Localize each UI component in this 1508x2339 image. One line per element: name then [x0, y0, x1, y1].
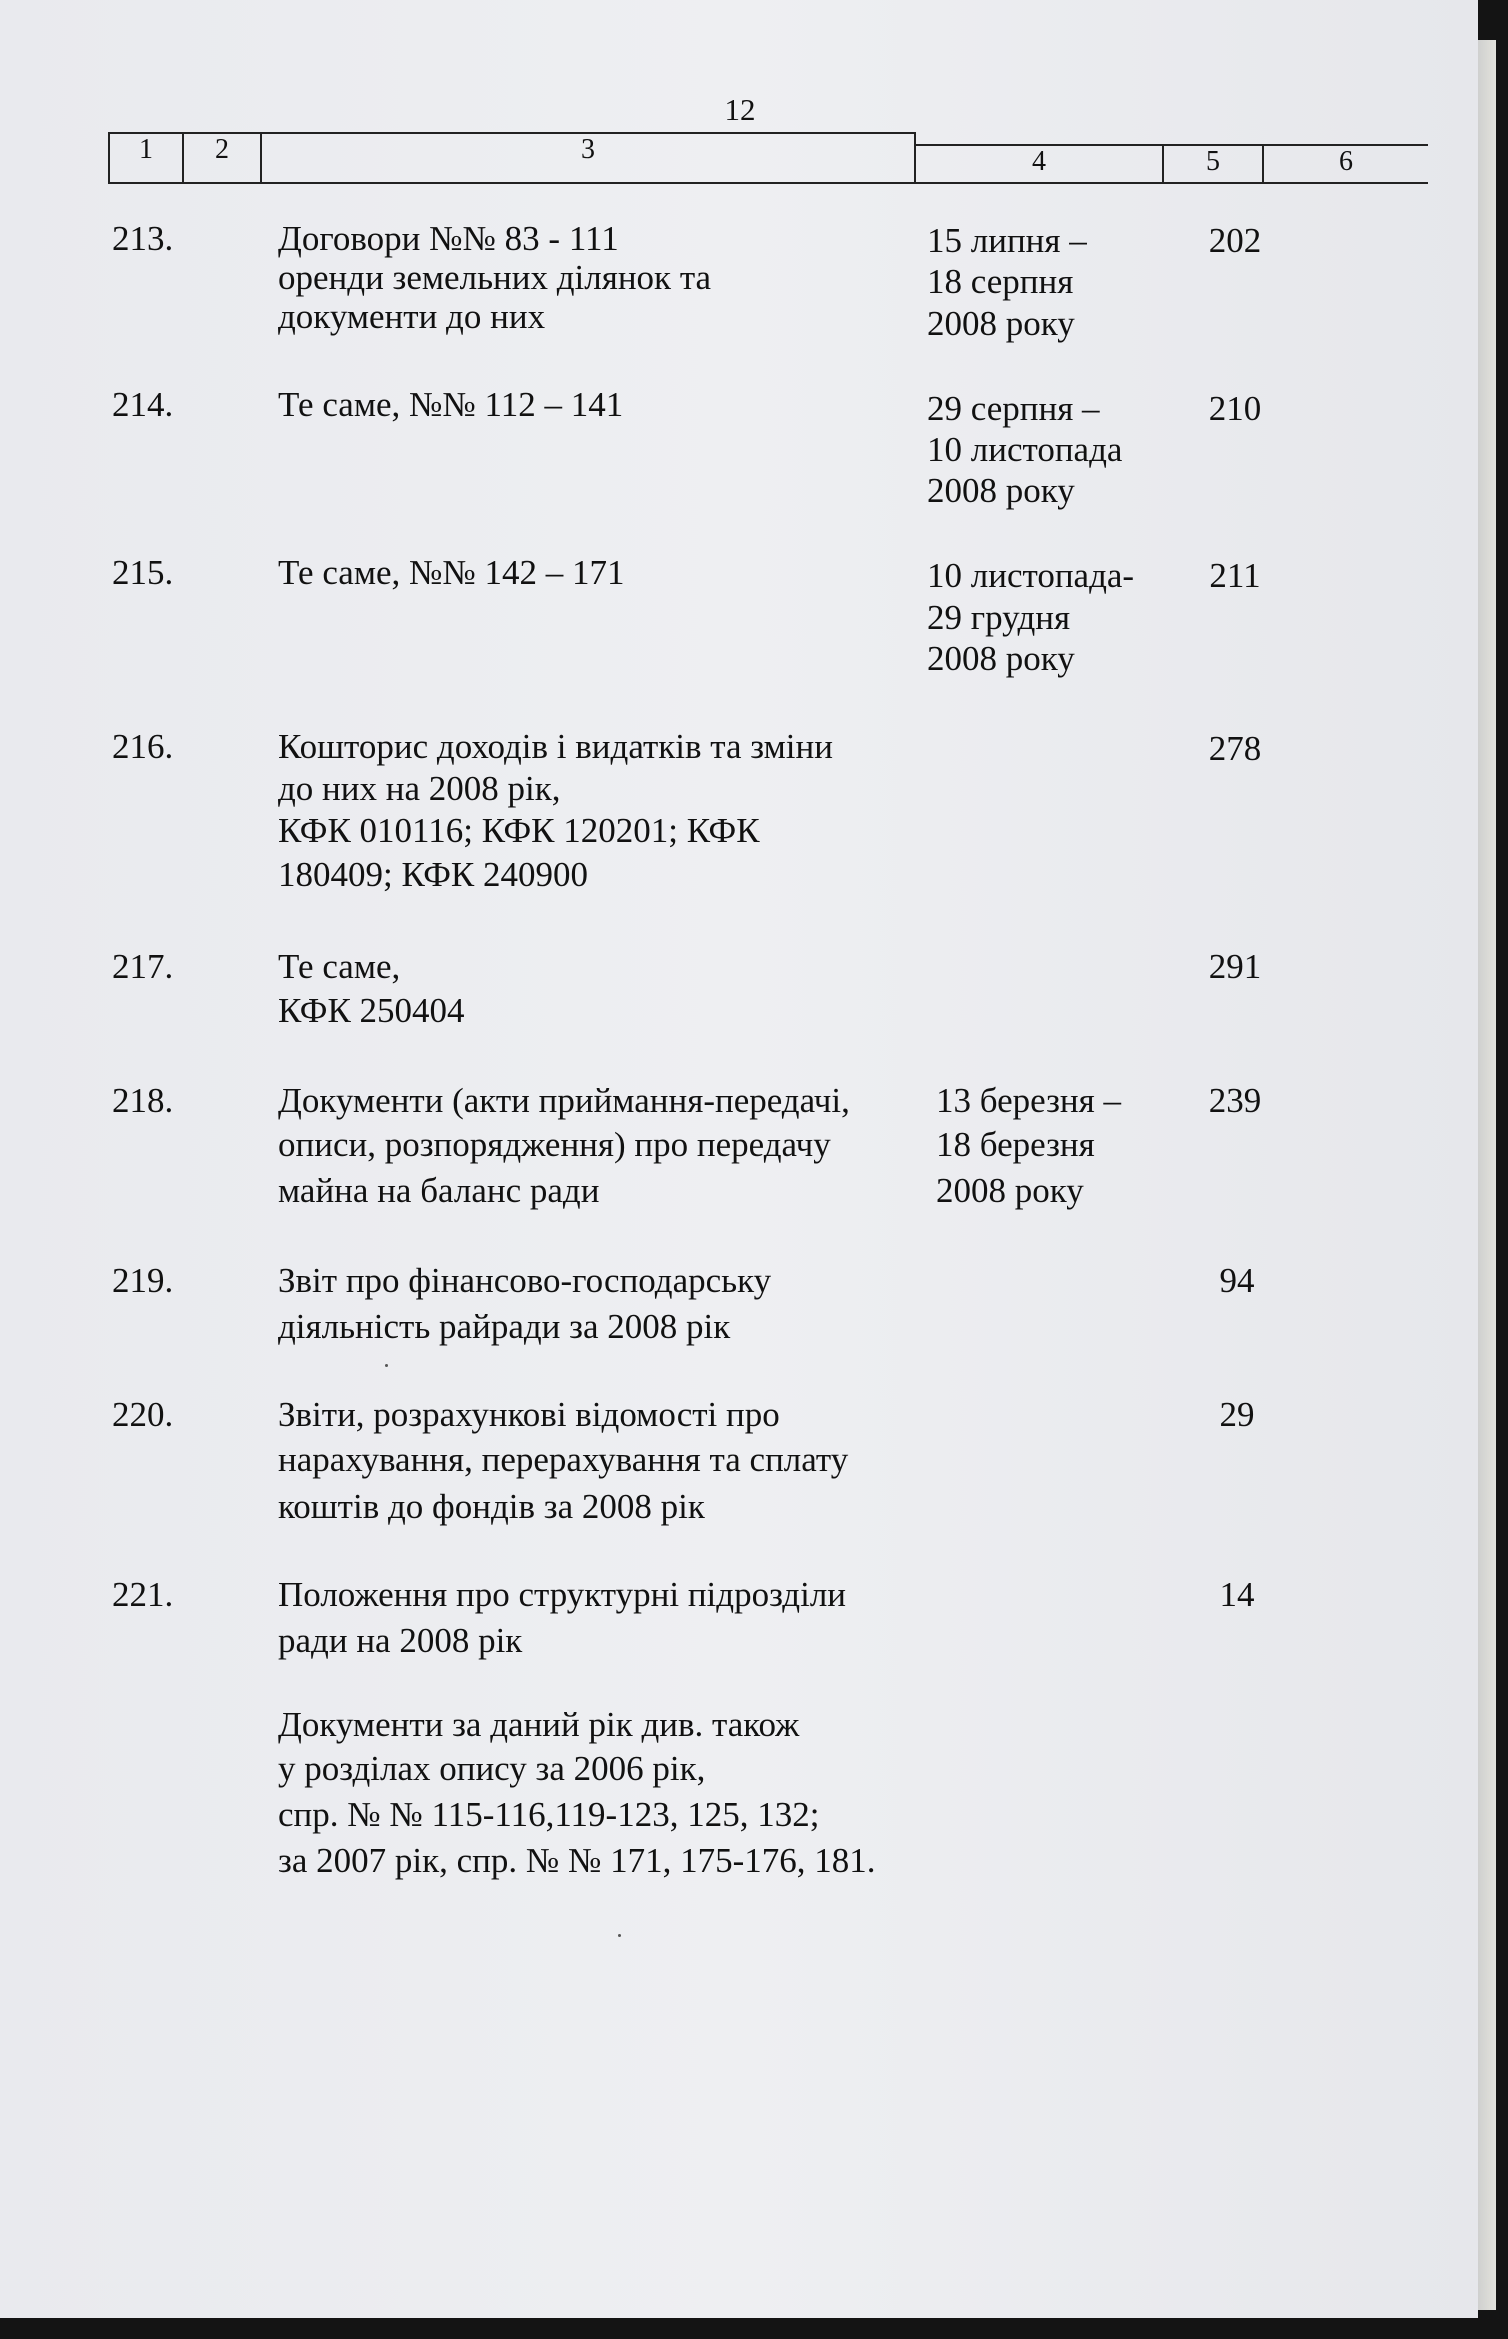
note-line: спр. № № 115-116,119-123, 125, 132;: [278, 1795, 820, 1834]
row-title-line: КФК 250404: [278, 991, 465, 1030]
row-count: 202: [1208, 221, 1262, 260]
row-title-line: оренди земельних ділянок та: [278, 258, 712, 297]
row-number: 216.: [112, 727, 174, 766]
row-number: 214.: [112, 385, 174, 424]
page-edge: [1478, 40, 1496, 2310]
row-date-line: 18 серпня: [927, 262, 1074, 301]
row-date-line: 18 березня: [936, 1125, 1095, 1164]
row-count: 278: [1208, 729, 1262, 768]
row-title-line: КФК 010116; КФК 120201; КФК: [278, 811, 760, 850]
row-title-line: Звіт про фінансово-господарську: [278, 1261, 772, 1300]
header-col-5: 5: [1206, 146, 1220, 177]
row-number: 219.: [112, 1261, 174, 1300]
row-date-line: 2008 року: [936, 1171, 1084, 1210]
row-date-line: 2008 року: [927, 639, 1075, 678]
page-number: 12: [724, 92, 756, 127]
row-title-line: нарахування, перерахування та сплату: [278, 1440, 849, 1479]
paper-speck: [618, 1934, 621, 1937]
row-title-line: до них на 2008 рік,: [278, 769, 561, 808]
row-count: 94: [1219, 1261, 1255, 1300]
header-col-2: 2: [215, 134, 229, 165]
row-number: 213.: [112, 219, 174, 258]
row-count: 210: [1208, 389, 1262, 428]
row-title-line: ради на 2008 рік: [278, 1621, 523, 1660]
row-date-line: 2008 року: [927, 471, 1075, 510]
row-date-line: 15 липня –: [927, 221, 1087, 260]
header-col-3: 3: [581, 134, 595, 165]
row-title-line: Договори №№ 83 - 111: [278, 219, 619, 258]
row-count: 29: [1219, 1395, 1255, 1434]
row-count: 211: [1209, 556, 1261, 595]
row-title-line: 180409; КФК 240900: [278, 855, 589, 894]
row-count: 14: [1219, 1575, 1255, 1614]
header-col-1: 1: [139, 134, 153, 165]
row-number: 215.: [112, 553, 174, 592]
row-title-line: Звіти, розрахункові відомості про: [278, 1395, 780, 1434]
row-title-line: Те саме, №№ 112 – 141: [278, 385, 624, 424]
row-count: 291: [1208, 947, 1262, 986]
row-title-line: документи до них: [278, 297, 546, 336]
row-title-line: Те саме, №№ 142 – 171: [278, 553, 625, 592]
row-count: 239: [1208, 1081, 1262, 1120]
row-date-line: 10 листопада-: [927, 556, 1135, 595]
row-number: 218.: [112, 1081, 174, 1120]
row-title-line: майна на баланс ради: [278, 1171, 600, 1210]
paper-speck: [385, 1364, 388, 1367]
row-number: 217.: [112, 947, 174, 986]
note-line: за 2007 рік, спр. № № 171, 175-176, 181.: [278, 1841, 876, 1880]
row-date-line: 10 листопада: [927, 430, 1123, 469]
row-title-line: Те саме,: [278, 947, 401, 986]
note-line: у розділах опису за 2006 рік,: [278, 1749, 706, 1788]
row-title-line: коштів до фондів за 2008 рік: [278, 1487, 705, 1526]
row-title-line: Положення про структурні підрозділи: [278, 1575, 847, 1614]
row-date-line: 29 грудня: [927, 598, 1071, 637]
header-col-6: 6: [1339, 146, 1353, 177]
row-title-line: Документи (акти приймання-передачі,: [278, 1081, 850, 1120]
row-number: 220.: [112, 1395, 174, 1434]
row-title-line: описи, розпорядження) про передачу: [278, 1125, 831, 1164]
row-date-line: 29 серпня –: [927, 389, 1100, 428]
row-date-line: 2008 року: [927, 304, 1075, 343]
header-col-4: 4: [1032, 146, 1046, 177]
row-number: 221.: [112, 1575, 174, 1614]
row-title-line: Кошторис доходів і видатків та зміни: [278, 727, 833, 766]
note-line: Документи за даний рік див. також: [278, 1705, 800, 1744]
row-title-line: діяльність райради за 2008 рік: [278, 1307, 731, 1346]
row-date-line: 13 березня –: [936, 1081, 1121, 1120]
